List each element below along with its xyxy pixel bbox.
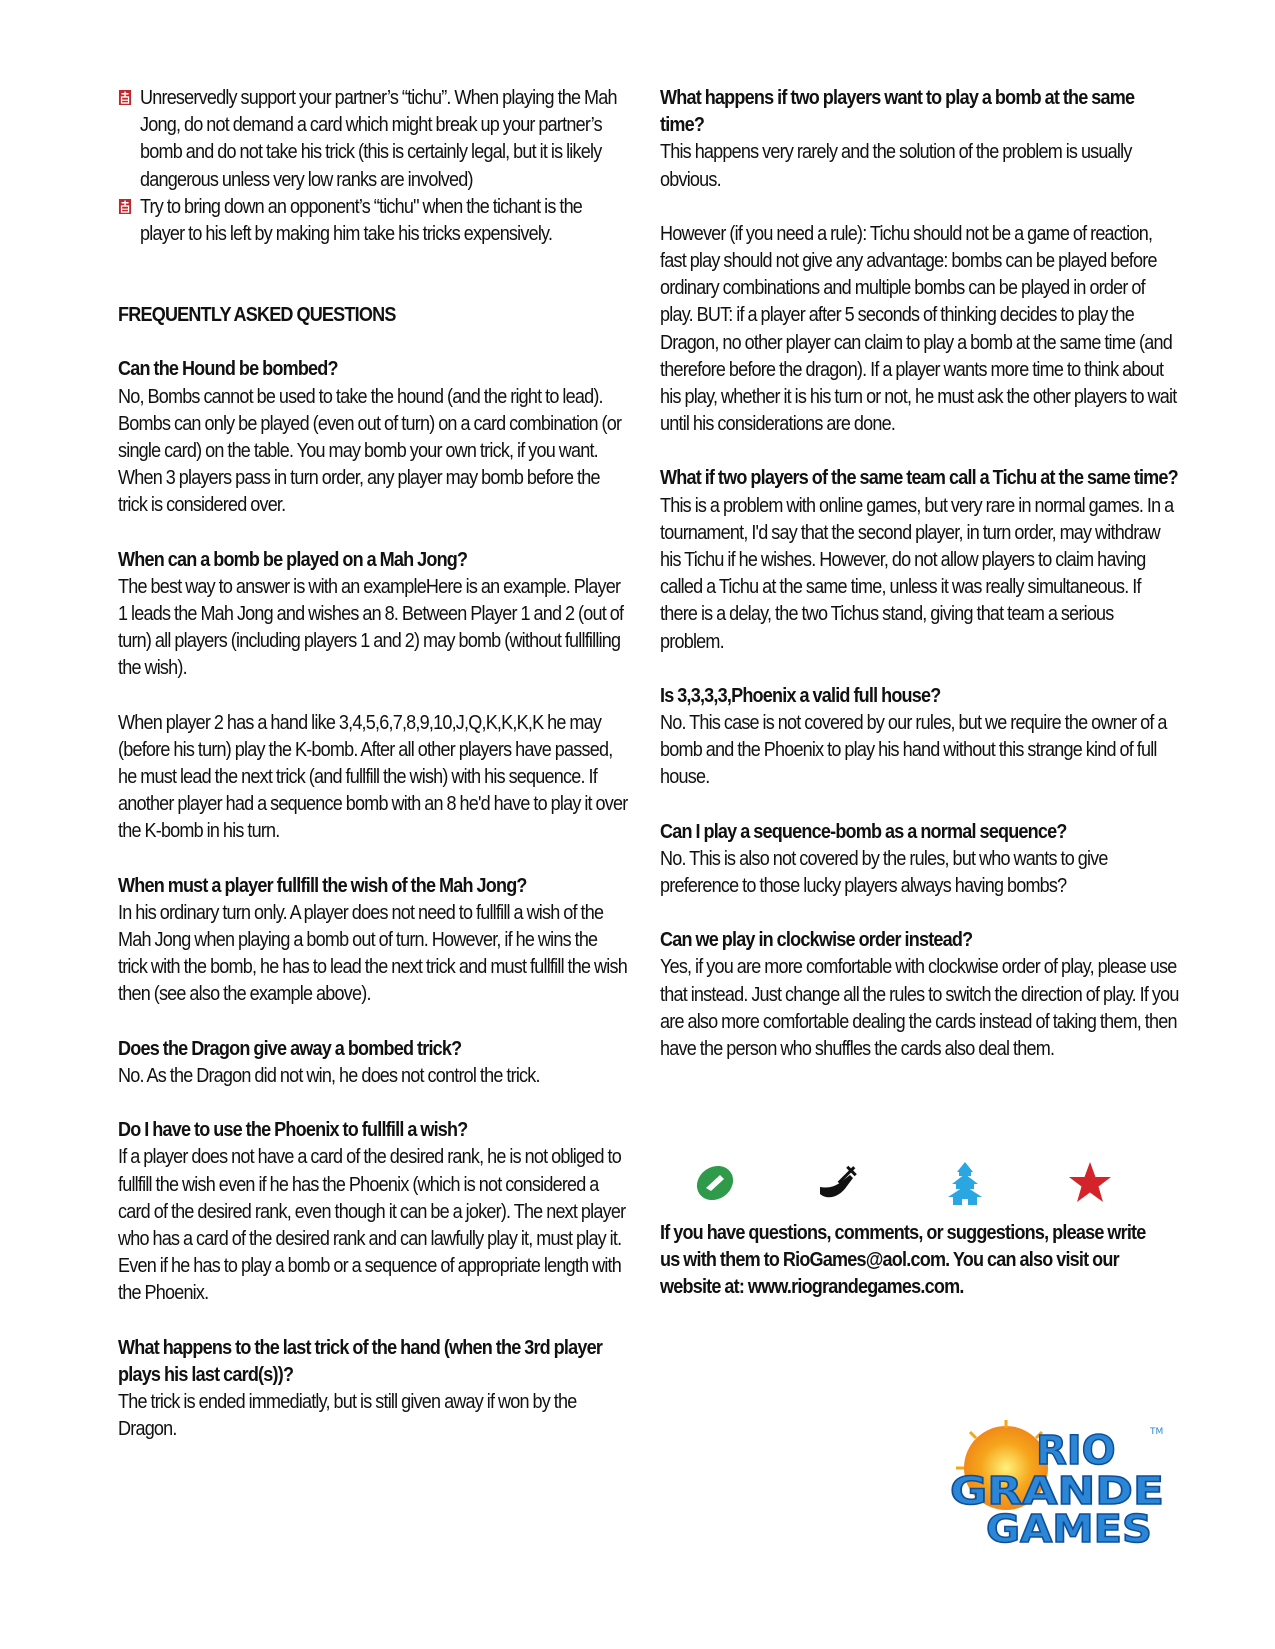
tip-item xyxy=(118,84,628,193)
faq-answer: In his ordinary turn only. A player does not need to fullfill a wish of the Mah Jong when playing a bomb out of turn. However, if he wins the trick with the bomb, he has to lead the next trick and must fullfill the wish then (see also the example above). xyxy=(118,900,627,1006)
faq-answer: No, Bombs cannot be used to take the hound (and the right to lead). Bombs can only be played (even out of turn) on a card combination (or single card) on the table. You may bomb your own trick, if you want. When 3 players pass in turn order, any player may bomb before the trick is considered over. xyxy=(118,384,622,517)
logo-games: GAMES xyxy=(986,1507,1152,1548)
star-icon xyxy=(1067,1160,1113,1206)
faq-answer: The best way to answer is with an exampleHere is an example. Player 1 leads the Mah Jong and wishes an 8. Between Player 1 and 2 (out of turn) all players (including players 1 and 2) may bomb (without fullfilling the wish). xyxy=(118,574,624,680)
faq-question: When can a bomb be played on a Mah Jong? xyxy=(118,547,468,571)
faq-question: When must a player fullfill the wish of the Mah Jong? xyxy=(118,873,527,897)
faq-answer: Yes, if you are more comfortable with clockwise order of play, please use that instead. Just change all the rules to switch the direction of play. If you are also more comfortable dealing the cards instead of taking them, then have the person who shuffles the cards also deal them. xyxy=(660,955,1179,1061)
faq-question: Can the Hound be bombed? xyxy=(118,357,338,381)
left-column-text xyxy=(118,84,628,1442)
suit-icons-row xyxy=(692,1160,1122,1204)
faq-question: Is 3,3,3,3,Phoenix a valid full house? xyxy=(660,683,941,707)
faq-question: What if two players of the same team call a Tichu at the same time? xyxy=(660,466,1178,490)
faq-answer: If a player does not have a card of the desired rank, he is not obliged to fullfill the wish even if he has the Phoenix (which is not considered a card of the desired rank, even though it can be a joker). The next player who has a card of the desired rank and can lawfully play it, must play it. Even if he has to play a bomb or a sequence of appropriate length with the Phoenix. xyxy=(118,1145,626,1305)
sword-icon xyxy=(817,1160,863,1206)
faq-question: Do I have to use the Phoenix to fullfill a wish? xyxy=(118,1118,468,1142)
faq-question: What happens if two players want to play a bomb at the same time? xyxy=(660,86,1135,137)
faq-heading: FREQUENTLY ASKED QUESTIONS xyxy=(118,303,396,327)
mahjong-bullet-icon xyxy=(119,90,131,105)
logo-grande: GRANDE xyxy=(950,1469,1164,1513)
tip-text: Unreservedly support your partner’s “tichu”. When playing the Mah Jong, do not demand a card which might break up your partner’s bomb and do not take his trick (this is certainly legal, but it is likely dangerous unless very low ranks are involved) xyxy=(140,86,617,191)
tip-item xyxy=(118,193,628,247)
faq-answer: When player 2 has a hand like 3,4,5,6,7,8,9,10,J,Q,K,K,K,K he may (before his turn) play the K-bomb. After all other players have passed, he must lead the next trick (and fullfill the wish) with his sequence. If another player had a sequence bomb with an 8 he'd have to play it over the K-bomb in his turn. xyxy=(118,710,628,843)
faq-answer: This happens very rarely and the solution of the problem is usually obvious. xyxy=(660,140,1132,191)
faq-question: Can we play in clockwise order instead? xyxy=(660,928,973,952)
rio-grande-games-logo xyxy=(944,1420,1174,1548)
right-column xyxy=(660,84,1180,1062)
logo-rio: RIO xyxy=(1036,1428,1116,1474)
faq-answer: This is a problem with online games, but very rare in normal games. In a tournament, I'd say that the second player, in turn order, may withdraw his Tichu if he wishes. However, do not allow players to claim having called a Tichu at the same time, unless it was really simultaneous. If there is a delay, the two Tichus stand, giving that team a serious problem. xyxy=(660,493,1174,653)
faq-answer: The trick is ended immediatly, but is still given away if won by the Dragon. xyxy=(118,1389,577,1441)
faq-answer: No. This is also not covered by the rules, but who wants to give preference to those lucky players always having bombs? xyxy=(660,846,1108,898)
faq-answer: No. As the Dragon did not win, he does not control the trick. xyxy=(118,1063,540,1087)
contact-info: If you have questions, comments, or suggestions, please write us with them to RioGames@aol.com. You can also visit our website at: www.riograndegames.com. xyxy=(660,1221,1146,1299)
left-column xyxy=(118,84,628,1442)
faq-question: Can I play a sequence-bomb as a normal sequence? xyxy=(660,819,1067,843)
pagoda-icon xyxy=(942,1160,988,1206)
faq-question: What happens to the last trick of the hand (when the 3rd player plays his last card(s))? xyxy=(118,1335,603,1386)
jade-icon xyxy=(692,1160,738,1206)
faq-question: Does the Dragon give away a bombed trick? xyxy=(118,1036,462,1060)
faq-answer: No. This case is not covered by our rules, but we require the owner of a bomb and the Phoenix to play his hand without this strange kind of full house. xyxy=(660,711,1167,789)
tip-text: Try to bring down an opponent’s “tichu" when the tichant is the player to his left by making him take his tricks expensively. xyxy=(140,194,583,246)
faq-answer: However (if you need a rule): Tichu should not be a game of reaction, fast play should not give any advantage: bombs can be played before ordinary combinations and multiple bombs can be played in order of play. BUT: if a player after 5 seconds of thinking decides to play the Dragon, no other player can claim to play a bomb at the same time (and therefore before the dragon). If a player wants more time to think about his play, whether it is his turn or not, he must ask the other players to wait until his considerations are done. xyxy=(660,221,1177,436)
logo-trademark: TM xyxy=(1150,1427,1164,1437)
mahjong-bullet-icon xyxy=(119,199,131,214)
right-column-text xyxy=(660,84,1181,1062)
